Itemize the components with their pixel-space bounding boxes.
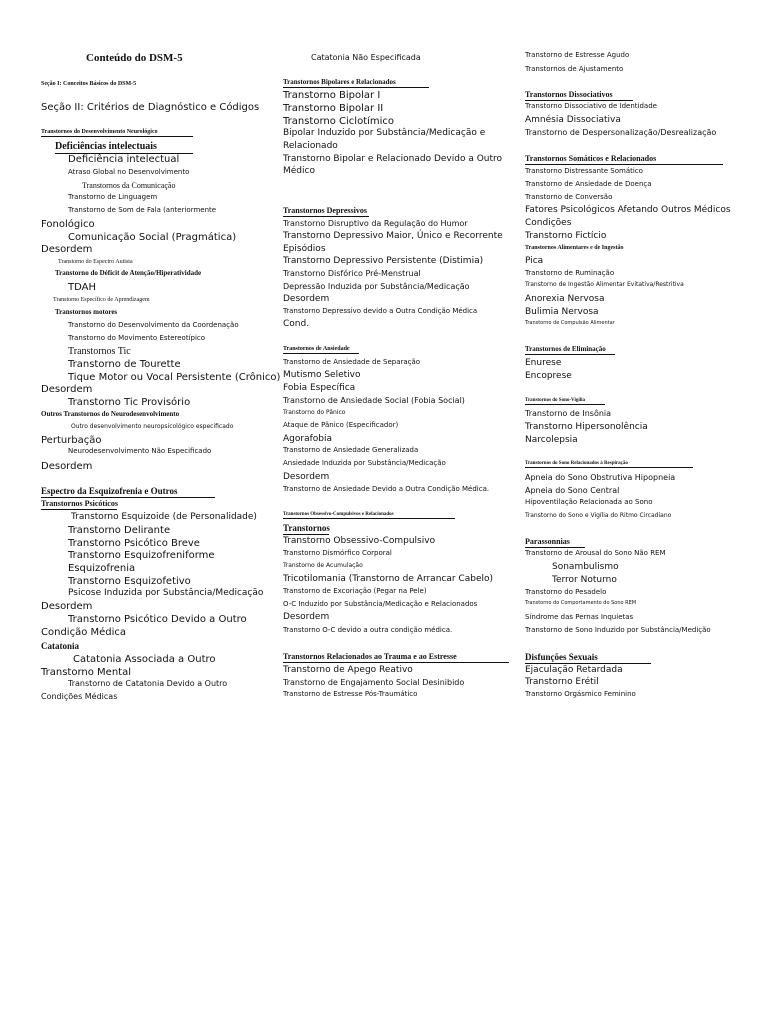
list-item: Transtorno Fictício [525,231,607,241]
list-item: Transtorno de Engajamento Social Desinibido [283,678,465,687]
list-item: Transtorno de Ansiedade de Doença [525,180,652,188]
list-item: Encoprese [525,371,572,381]
list-item: Anorexia Nervosa [525,294,605,304]
list-item: Relacionado [283,141,338,151]
list-item: Transtorno de Ansiedade Social (Fobia Social) [283,396,465,405]
feeding-heading: Transtornos Alimentares e de Ingestão [525,245,624,251]
list-item: Tricotilomania (Transtorno de Arrancar Cabelo) [283,574,493,584]
list-item: Fobia Específica [283,383,356,393]
list-item: Transtorno de Despersonalização/Desrealização [525,128,717,137]
schizo-heading: Espectro da Esquizofrenia e Outros [41,487,215,498]
list-item: Transtorno Bipolar I [283,90,381,101]
list-item: Catatonia Associada a Outro [73,654,216,665]
list-item: Transtorno do Comportamento do Sono REM [525,600,637,606]
section-1-heading: Seção I: Conceitos Básicos do DSM-5 [41,81,137,87]
list-item: Transtorno de Catatonia Devido a Outro [68,679,228,688]
list-item: Atraso Global no Desenvolvimento [68,168,190,176]
list-item: Transtorno do Pesadelo [525,588,607,596]
list-item: Pica [525,256,544,266]
list-item: Transtorno do Desenvolvimento da Coordenação [68,321,239,329]
list-item: Cond. [283,319,310,329]
depressive-heading: Transtornos Depressivos [283,207,369,217]
list-item: Transtorno de Insônia [525,409,612,418]
list-item: Desordem [283,294,330,304]
list-item: Transtorno O-C devido a outra condição médica. [283,626,453,634]
list-item: Transtorno Psicótico Devido a Outro [68,614,247,625]
list-item: Desordem [41,384,93,395]
list-item: Transtornos Tic [68,346,131,357]
list-item: Apneia do Sono Central [525,486,620,495]
list-item: Catatonia Não Especificada [311,53,421,62]
list-item: Transtorno Esquizoide (de Personalidade) [71,512,257,522]
breathing-sleep-heading: Transtornos do Sono Relacionados à Respiração [525,461,693,468]
catatonia-heading: Catatonia [41,641,79,651]
list-item: Condições [525,218,572,228]
list-item: Transtorno de Apego Reativo [283,665,413,675]
list-item: Transtorno Depressivo Maior, Único e Recorrente [283,231,503,241]
list-item: Transtorno Bipolar e Relacionado Devido a Outro [283,154,503,164]
anxiety-heading: Transtornos de Ansiedade [283,346,359,354]
list-item: Transtorno de Acumulação [283,562,363,569]
list-item: Transtorno do Movimento Estereotípico [68,334,206,342]
list-item: O-C Induzido por Substância/Medicação e Relacionados [283,600,478,608]
list-item: Apneia do Sono Obstrutiva Hipopneia [525,473,676,482]
list-item: TDAH [68,282,96,293]
list-item: Enurese [525,358,562,368]
list-item: Transtorno Hipersonolência [525,422,648,432]
list-item: Transtorno Dismórfico Corporal [283,549,392,557]
document-title: Conteúdo do DSM-5 [86,52,183,64]
list-item: Transtorno de Arousal do Sono Não REM [525,549,666,557]
list-item: Condições Médicas [41,692,118,701]
list-item: Episódios [283,244,326,254]
list-item: Desordem [41,244,93,255]
list-item: Sonambulismo [552,562,619,572]
list-item: Deficiência intelectual [68,154,180,165]
list-item: Transtorno de Estresse Agudo [525,51,630,59]
bipolar-heading: Transtornos Bipolares e Relacionados [283,79,429,88]
list-item: Transtorno do Sono e Vigília do Ritmo Circadiano [525,512,672,519]
list-item: Fonológico [41,219,95,230]
list-item: Depressão Induzida por Substância/Medicação [283,282,470,291]
list-item: Amnésia Dissociativa [525,115,621,125]
list-item: Transtorno Delirante [68,525,171,536]
list-item: Síndrome das Pernas Inquietas [525,613,634,621]
list-item: Fatores Psicológicos Afetando Outros Médicos [525,205,731,215]
list-item: Transtorno de Ansiedade Devido a Outra Condição Médica. [283,485,490,493]
list-item: Desordem [283,472,330,482]
list-item: Transtorno Disruptivo da Regulação do Humor [283,219,468,228]
list-item: Desordem [41,461,93,472]
list-item: Transtornos motores [55,308,118,316]
list-item: Tique Motor ou Vocal Persistente (Crônico) [68,372,281,383]
list-item: Ansiedade Induzida por Substância/Medicação [283,459,446,467]
list-item: Transtornos da Comunicação [82,181,176,190]
list-item: Transtorno de Som de Fala (anteriormente [68,206,217,214]
list-item: Transtorno Depressivo devido a Outra Condição Médica [283,307,478,315]
list-item: Transtorno de Ansiedade Generalizada [283,446,419,454]
list-item: Condição Médica [41,627,127,638]
list-item: Transtorno Ciclotímico [283,116,395,127]
list-item: Transtorno Obsessivo-Compulsivo [283,536,436,546]
list-item: Transtorno Orgásmico Feminino [525,690,636,698]
list-item: Mutismo Seletivo [283,370,361,380]
list-item: Desordem [283,612,330,622]
list-item: Deficiências intelectuais [55,142,193,154]
list-item: Transtorno Tic Provisório [68,397,191,408]
list-item: Transtorno Disfórico Pré-Menstrual [283,269,421,278]
somatic-heading: Transtornos Somáticos e Relacionados [525,155,723,165]
list-item: Transtorno Bipolar II [283,103,384,114]
list-item: Transtorno Esquizofreniforme [68,550,215,561]
list-item: Transtorno de Tourette [68,359,181,370]
list-item: Comunicação Social (Pragmática) [68,232,237,243]
list-item: Transtorno de Conversão [525,193,613,201]
list-item: Médico [283,166,315,176]
list-item: Transtorno do Espectro Autista [58,259,133,265]
list-item: Desordem [41,601,93,612]
sleep-wake-heading: Transtornos do Sono-Vigília [525,398,605,405]
list-item: Outros Transtornos do Neurodesenvolvimento [41,410,180,418]
list-item: Transtorno do Déficit de Atenção/Hiperatividade [55,269,202,277]
list-item: Bipolar Induzido por Substância/Medicação e [283,128,486,138]
list-item: Transtorno de Compulsão Alimentar [525,320,615,326]
section-2-heading: Seção II: Critérios de Diagnóstico e Códigos [41,102,260,113]
list-item: Transtorno Erétil [525,677,599,687]
psychotic-subheading: Transtornos Psicóticos [41,499,118,508]
list-item: Outro desenvolvimento neuropsicológico especificado [71,423,234,430]
list-item: Agorafobia [283,434,332,444]
list-item: Transtorno de Ingestão Alimentar Evitativa/Restritiva [525,281,684,288]
list-item: Transtorno Mental [41,667,131,678]
list-item: Transtorno de Sono Induzido por Substância/Medição [525,626,711,634]
list-item: Transtorno de Ansiedade de Separação [283,358,421,366]
neuro-heading: Transtornos do Desenvolvimento Neurológico [41,129,193,137]
list-item: Transtorno Depressivo Persistente (Distimia) [283,256,484,266]
list-item: Transtorno de Estresse Pós-Traumático [283,690,418,698]
list-item: Transtornos de Ajustamento [525,65,624,73]
list-item: Neurodesenvolvimento Não Especificado [68,447,212,455]
sexual-dysfunction-heading: Disfunções Sexuais [525,653,651,664]
ocd-heading: Transtornos Obsessivo-Compulsivos e Relacionados [283,512,455,519]
ocd-subheading: Transtornos [283,523,330,533]
list-item: Transtorno de Ruminação [525,269,615,277]
dissociative-heading: Transtornos Dissociativos [525,91,633,101]
list-item: Perturbação [41,435,102,446]
parasomnias-heading: Parassonnias [525,538,585,548]
elimination-heading: Transtornos de Eliminação [525,346,615,355]
list-item: Terror Noturno [552,575,617,585]
list-item: Transtorno Distressante Somático [525,167,643,175]
list-item: Transtorno do Pânico [283,409,346,416]
list-item: Hipoventilação Relacionada ao Sono [525,498,653,506]
list-item: Transtorno de Excoriação (Pegar na Pele) [283,587,427,595]
list-item: Transtorno Esquizofetivo [68,576,191,587]
list-item: Esquizofrenia [68,563,136,574]
list-item: Ejaculação Retardada [525,665,623,675]
list-item: Bulimia Nervosa [525,307,599,317]
list-item: Ataque de Pânico (Especificador) [283,421,399,429]
list-item: Transtorno de Linguagem [68,193,158,201]
list-item: Transtorno Específico de Aprendizagem [53,297,150,303]
list-item: Narcolepsia [525,435,578,445]
list-item: Transtorno Dissociativo de Identidade [525,102,657,110]
trauma-heading: Transtornos Relacionados ao Trauma e ao Estresse [283,653,509,663]
list-item: Transtorno Psicótico Breve [68,538,200,549]
list-item: Psicose Induzida por Substância/Medicação [68,588,264,598]
